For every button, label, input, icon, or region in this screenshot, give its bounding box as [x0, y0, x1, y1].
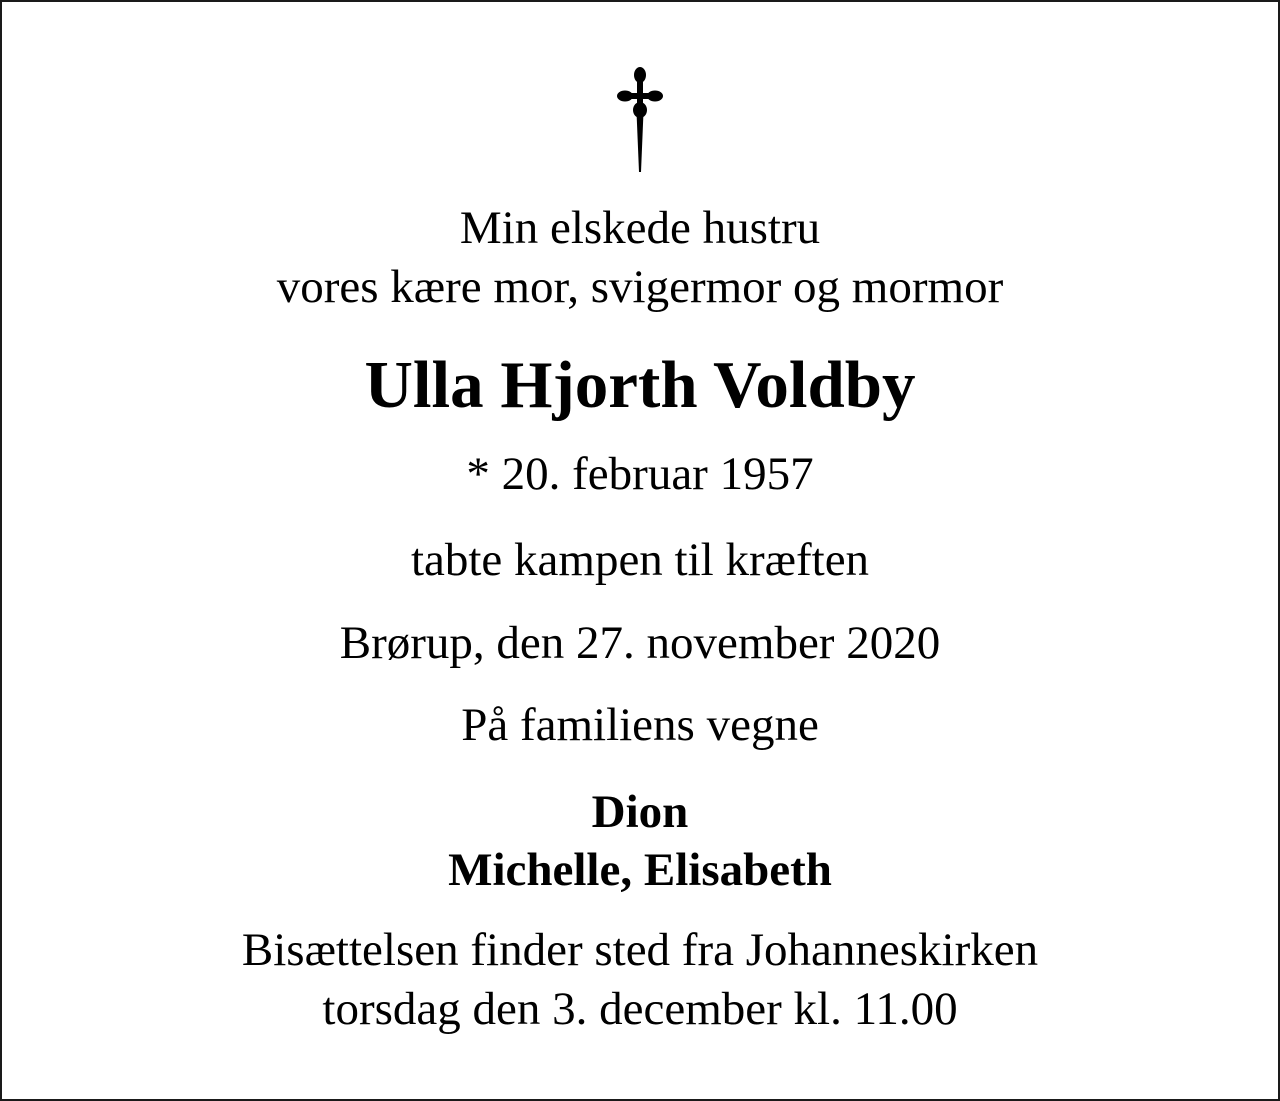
- birth-date: * 20. februar 1957: [466, 448, 814, 500]
- funeral-line-1: Bisættelsen finder sted fra Johanneskirken: [241, 924, 1039, 976]
- cross-icon: [610, 62, 670, 174]
- place-and-date: Brørup, den 27. november 2020: [339, 617, 941, 669]
- signature-line-1: Dion: [591, 786, 689, 838]
- on-behalf-text: På familiens vegne: [461, 699, 819, 751]
- intro-line-2: vores kære mor, svigermor og mormor: [276, 261, 1004, 313]
- signature-line-2: Michelle, Elisabeth: [448, 844, 832, 896]
- funeral-line-2: torsdag den 3. december kl. 11.00: [322, 983, 958, 1035]
- intro-line-1: Min elskede hustru: [459, 202, 821, 254]
- death-message: tabte kampen til kræften: [410, 534, 870, 586]
- deceased-name: Ulla Hjorth Voldby: [364, 348, 916, 422]
